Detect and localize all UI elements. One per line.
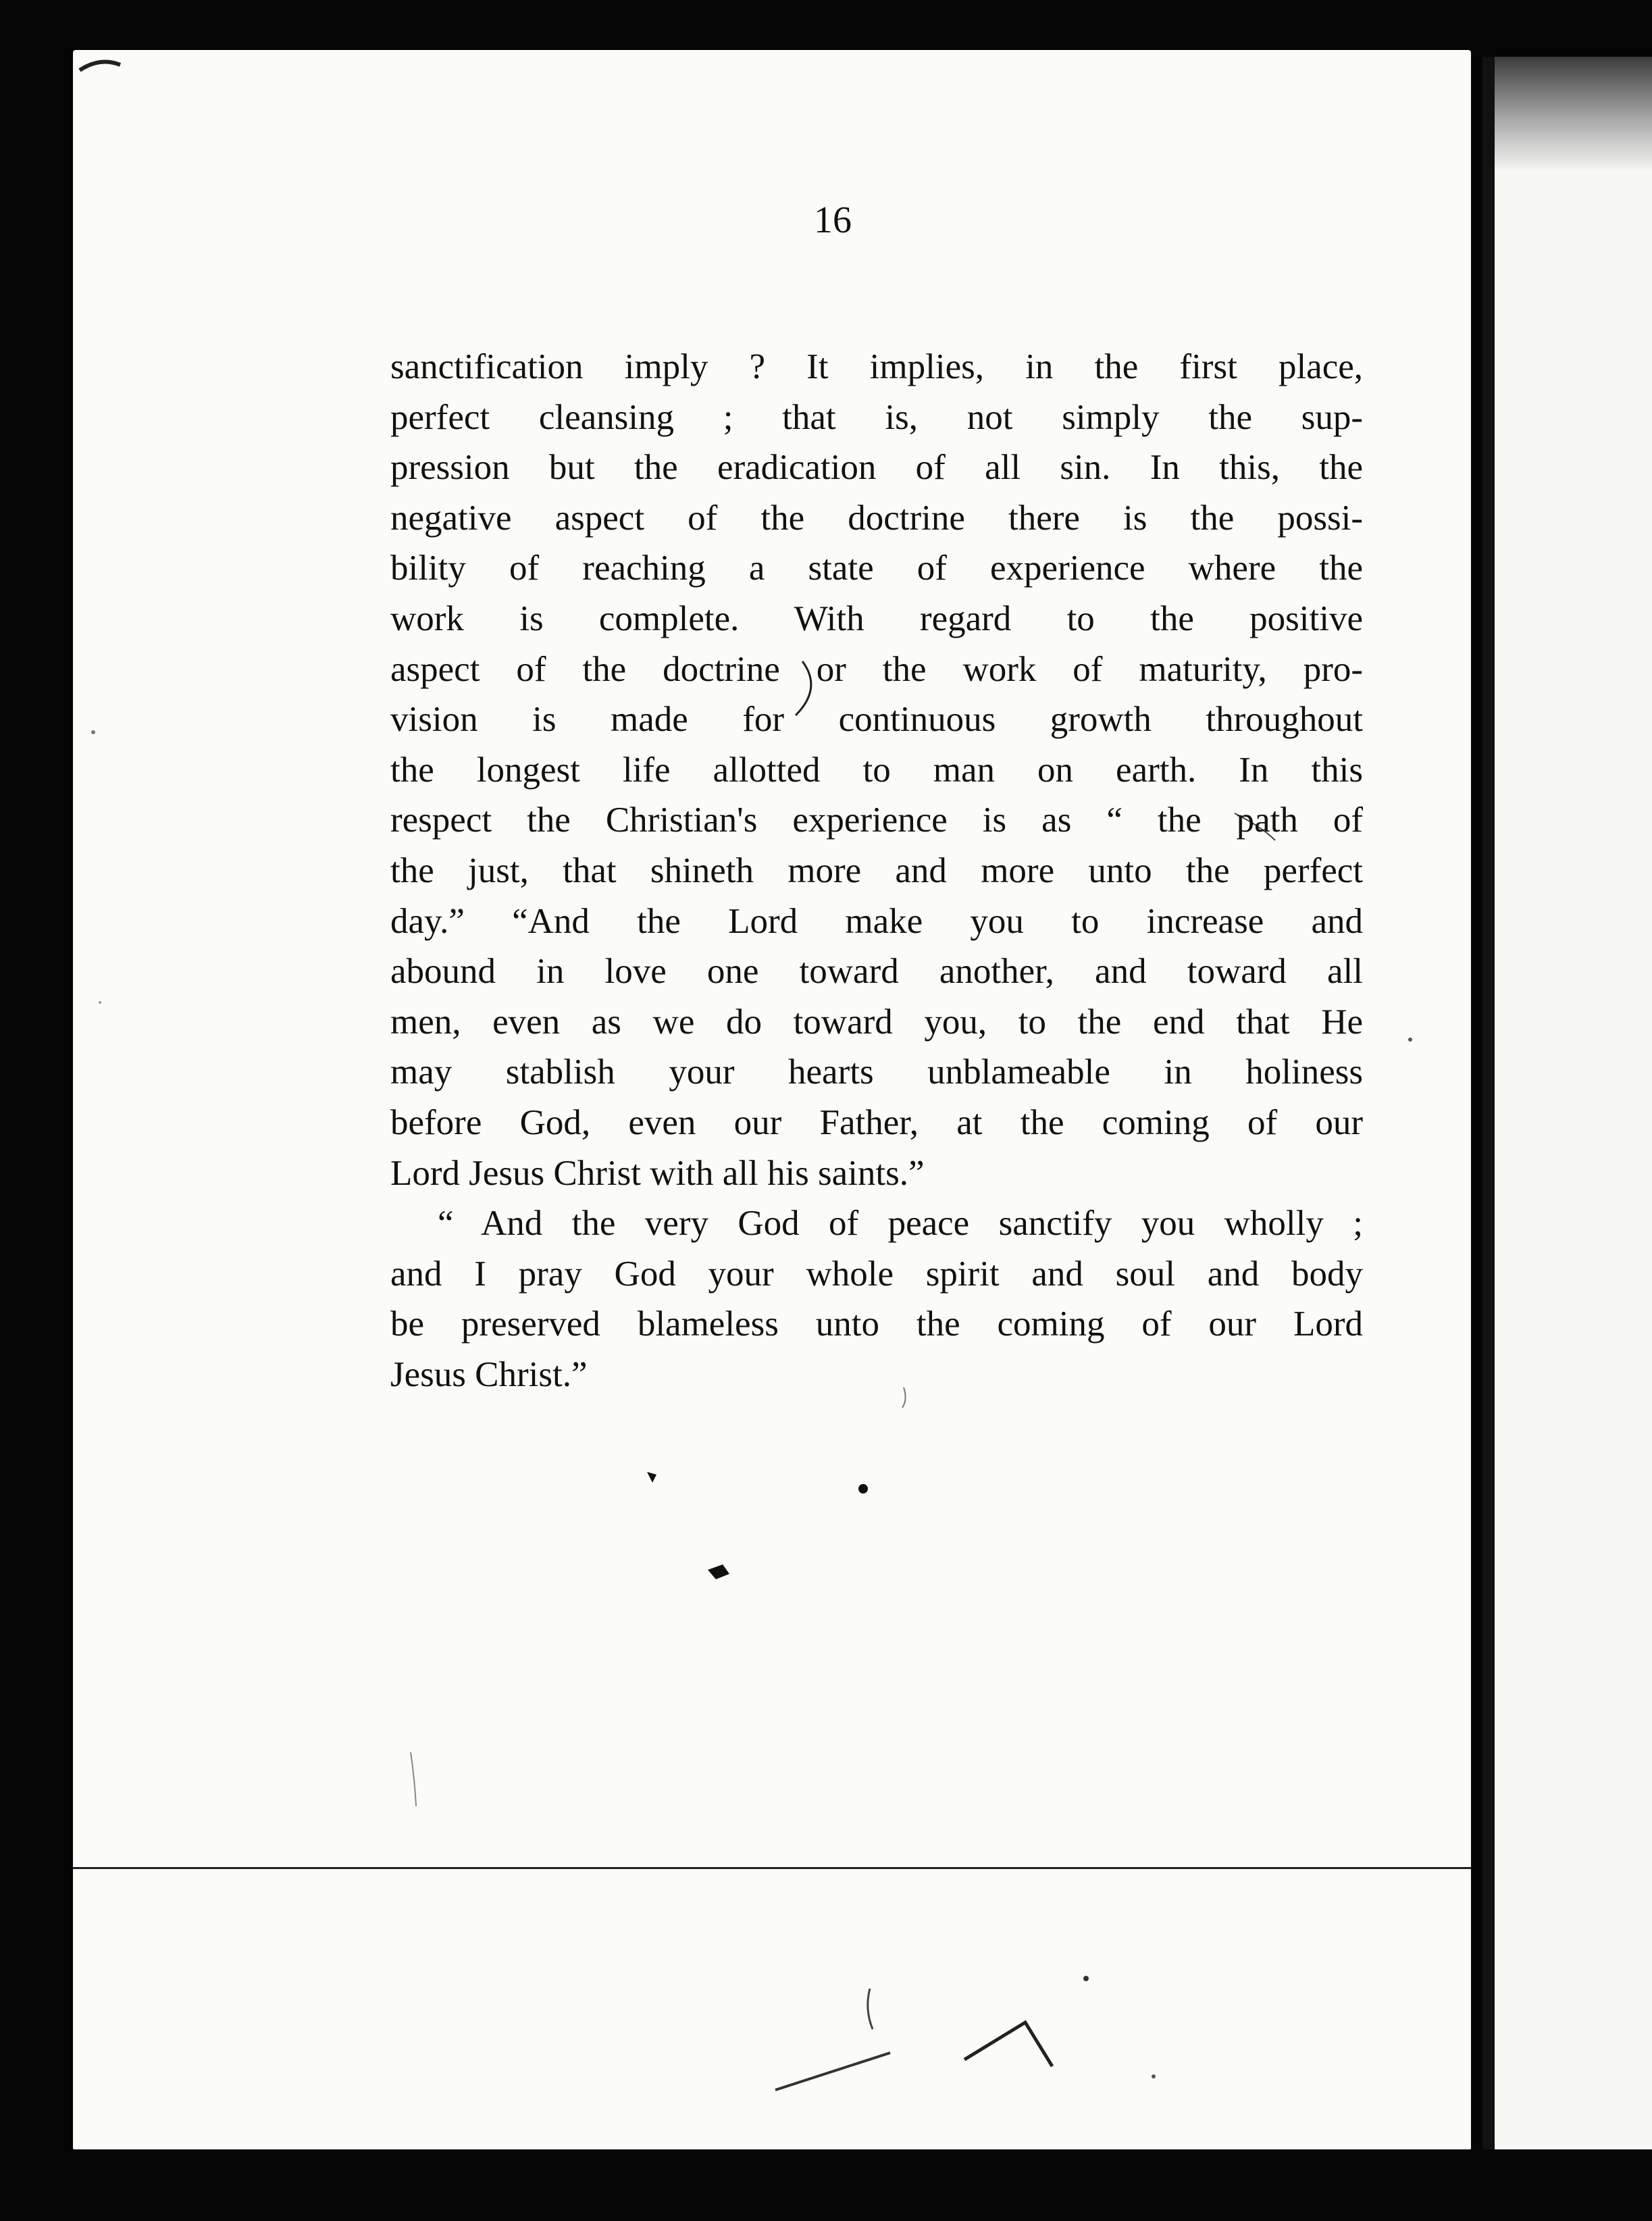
text-line: men, even as we do toward you, to the end that He [390,1002,1363,1042]
text-line: Lord Jesus Christ with all his saints.” [390,1153,925,1193]
text-line: the longest life allotted to man on earth. In this [390,750,1363,790]
text-line: the just, that shineth more and more unto the perfect [390,850,1363,890]
text-line: aspect of the doctrine or the work of maturity, pro- [390,649,1363,689]
adjacent-page-edge [1482,57,1652,2149]
body-text [390,342,1363,1400]
text-line: may stablish your hearts unblameable in holiness [390,1052,1363,1092]
text-line: day.” “And the Lord make you to increase and [390,901,1363,941]
text-line: respect the Christian's experience is as “ the path of [390,800,1363,840]
text-line: sanctification imply ? It implies, in the first place, [390,347,1363,386]
text-line: be preserved blameless unto the coming of our Lord [390,1304,1363,1344]
text-line: Jesus Christ.” [390,1354,588,1394]
page-edge-shadow [1495,57,1652,172]
document-page [73,50,1471,2149]
horizontal-rule [73,1867,1471,1869]
page-number: 16 [814,199,852,241]
text-line: “ And the very God of peace sanctify you wholly ; [438,1204,1363,1244]
text-line: pression but the eradication of all sin. In this, the [390,448,1363,488]
text-line: perfect cleansing ; that is, not simply the sup- [390,397,1363,437]
text-line: work is complete. With regard to the positive [390,598,1363,638]
text-line: vision is made for continuous growth throughout [390,700,1363,740]
text-line: and I pray God your whole spirit and soul and body [390,1254,1363,1294]
text-line: abound in love one toward another, and toward all [390,952,1363,992]
text-line: bility of reaching a state of experience where the [390,548,1363,588]
text-line: negative aspect of the doctrine there is the possi- [390,498,1363,538]
text-line: before God, even our Father, at the coming of our [390,1102,1363,1142]
